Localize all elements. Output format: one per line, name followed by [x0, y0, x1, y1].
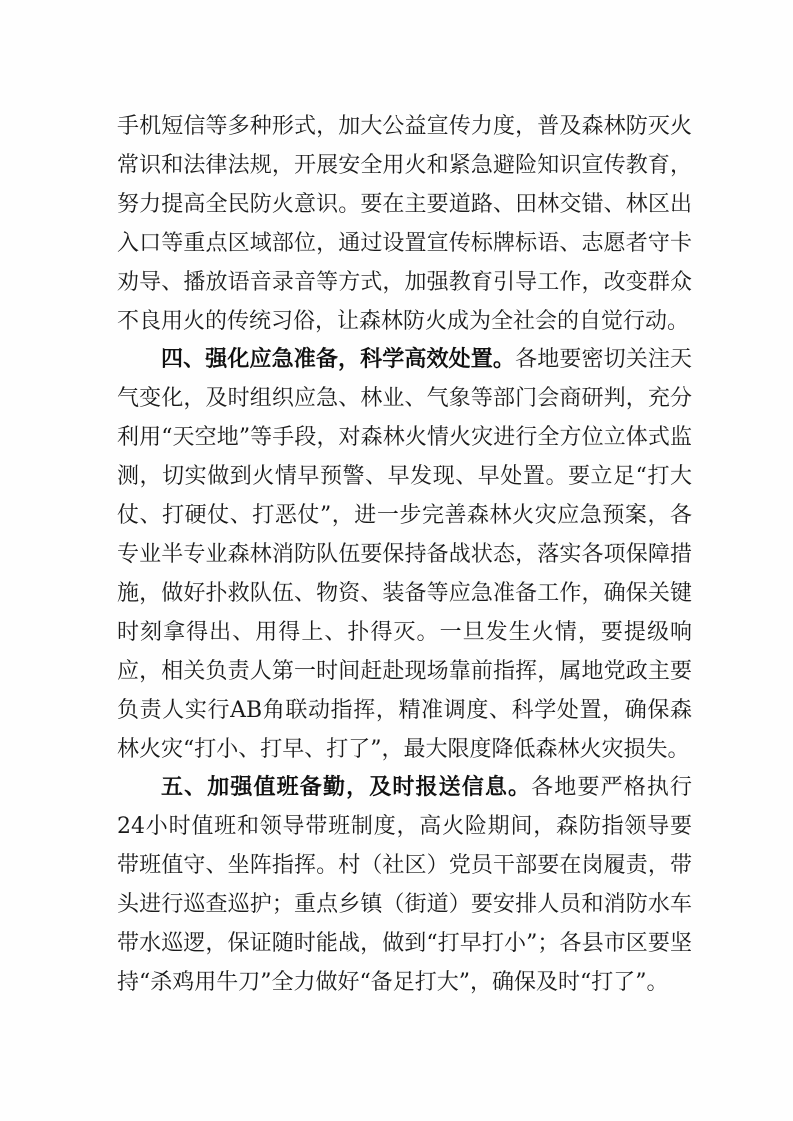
section-heading: 四、强化应急准备，科学高效处置。	[161, 347, 516, 373]
paragraph-text: 各地要密切关注天气变化，及时组织应急、林业、气象等部门会商研判，充分利用“天空地”等手段，对森林火情火灾进行全方位立体式监测，切实做到火情早预警、早发现、早处置。要立足“打大仗、打硬仗、打恶仗”，进一步完善森林火灾应急预案，各专业半专业森林消防队伍要保持备战状态，落实各项保障措施，做好扑救队伍、物资、装备等应急准备工作，确保关键时刻拿得出、用得上、扑得灭。一旦发生火情，要提级响应，相关负责人第一时间赶赴现场靠前指挥，属地党政主要负责人实行AB角联动指挥，精准调度、科学处置，确保森林火灾“打小、打早、打了”，最大限度降低森林火灾损失。	[117, 347, 692, 762]
paragraph-text: 各地要严格执行24小时值班和领导带班制度，高火险期间，森防指领导要带班值守、坐阵指挥。村（社区）党员干部要在岗履责，带头进行巡查巡护；重点乡镇（街道）要安排人员和消防水车带水巡逻，保证随时能战，做到“打早打小”；各县市区要坚持“杀鸡用牛刀”全力做好“备足打大”，确保及时“打了”。	[117, 775, 692, 995]
paragraph-section-4	[117, 341, 692, 769]
document-body	[117, 108, 692, 1003]
paragraph-text: 手机短信等多种形式，加大公益宣传力度，普及森林防灭火常识和法律法规，开展安全用火和紧急避险知识宣传教育，努力提高全民防火意识。要在主要道路、田林交错、林区出入口等重点区域部位，通过设置宣传标牌标语、志愿者守卡劝导、播放语音录音等方式，加强教育引导工作，改变群众不良用火的传统习俗，让森林防火成为全社会的自觉行动。	[117, 114, 692, 334]
paragraph-intro	[117, 108, 692, 341]
paragraph-section-5	[117, 769, 692, 1002]
section-heading: 五、加强值班备勤，及时报送信息。	[161, 775, 532, 801]
